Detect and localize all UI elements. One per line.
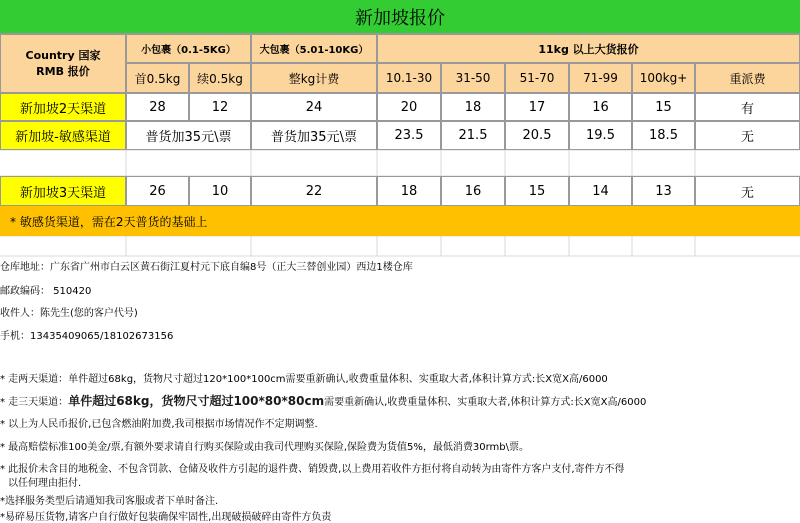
- header-first-weight: 首0.5kg: [126, 63, 189, 93]
- row-range-price: 23.5: [377, 121, 441, 150]
- page-title: 新加坡报价: [0, 0, 800, 34]
- sensitive-channel-note: * 敏感货渠道，需在2天普货的基础上: [0, 206, 800, 236]
- row-range-price: 20.5: [505, 121, 569, 150]
- row-channel-name: 新加坡3天渠道: [0, 176, 126, 206]
- header-range: 51-70: [505, 63, 569, 93]
- note-duties-cont: 以任何理由拒付.: [8, 478, 82, 489]
- note-insurance: * 最高赔偿标准100美金/票,有额外要求请自行购买保险或由我司代理购买保险,保险费为货值5%，最低消费30rmb\票。: [0, 442, 529, 453]
- note-fragile: *易碎易压货物,请客户自行做好包装确保牢固性,出现破损破碎由寄件方负责: [0, 512, 332, 523]
- row-big-surcharge: 普货加35元\票: [251, 121, 377, 150]
- row-whole-price: 22: [251, 176, 377, 206]
- header-next-weight: 续0.5kg: [189, 63, 251, 93]
- row-range-price: 13: [632, 176, 695, 206]
- header-country-cell: [0, 34, 126, 93]
- note-two-day: * 走两天渠道：单件超过68kg，货物尺寸超过120*100*100cm需要重新确认,收费重量体积、实重取大者,体积计算方式:长X宽X高/6000: [0, 374, 608, 385]
- header-small-package: 小包裹（0.1-5KG）: [126, 34, 251, 63]
- row-range-price: 16: [569, 93, 632, 121]
- header-whole-kg: 整kg计费: [251, 63, 377, 93]
- note-three-day: [0, 392, 646, 409]
- header-country: Country 国家: [25, 48, 101, 62]
- row-range-price: 18: [377, 176, 441, 206]
- row-small-surcharge: 普货加35元\票: [126, 121, 251, 150]
- row-range-price: 19.5: [569, 121, 632, 150]
- row-channel-name: 新加坡2天渠道: [0, 93, 126, 121]
- row-range-price: 18.5: [632, 121, 695, 150]
- row-range-price: 15: [632, 93, 695, 121]
- note-three-day-bold: 单件超过68kg，货物尺寸超过100*80*80cm: [68, 394, 325, 408]
- header-range: 31-50: [441, 63, 505, 93]
- header-range: 100kg+: [632, 63, 695, 93]
- note-three-day-prefix: * 走三天渠道：: [0, 397, 69, 408]
- row-range-price: 16: [441, 176, 505, 206]
- row-range-price: 14: [569, 176, 632, 206]
- row-reweigh: 无: [695, 121, 800, 150]
- postcode: 邮政编码： 510420: [0, 286, 92, 297]
- row-next-price: 10: [189, 176, 251, 206]
- row-next-price: 12: [189, 93, 251, 121]
- row-range-price: 17: [505, 93, 569, 121]
- row-first-price: 26: [126, 176, 189, 206]
- header-reweigh-fee: 重派费: [695, 63, 800, 93]
- row-range-price: 21.5: [441, 121, 505, 150]
- receiver: 收件人：陈先生(您的客户代号): [0, 308, 138, 319]
- row-channel-name: 新加坡-敏感渠道: [0, 121, 126, 150]
- header-range: 71-99: [569, 63, 632, 93]
- warehouse-address: 仓库地址：广东省广州市白云区黄石街江夏村元下底自编8号（正大三替创业园）西边1楼仓库: [0, 262, 413, 273]
- row-reweigh: 有: [695, 93, 800, 121]
- row-first-price: 28: [126, 93, 189, 121]
- header-rmb: RMB 报价: [36, 64, 90, 78]
- note-rmb: * 以上为人民币报价,已包含燃油附加费,我司根据市场情况作不定期调整.: [0, 419, 318, 430]
- phone: 手机：13435409065/18102673156: [0, 331, 174, 342]
- row-range-price: 15: [505, 176, 569, 206]
- row-whole-price: 24: [251, 93, 377, 121]
- row-reweigh: 无: [695, 176, 800, 206]
- header-big-package: 大包裹（5.01-10KG）: [251, 34, 377, 63]
- row-range-price: 18: [441, 93, 505, 121]
- header-large-goods: 11kg 以上大货报价: [377, 34, 800, 63]
- note-duties: * 此报价未含目的地税金、不包含罚款、仓储及收件方引起的退件费、销毁费,以上费用若收件方拒付将自动转为由寄件方客户支付,寄件方不得: [0, 464, 625, 475]
- note-service: *选择服务类型后请通知我司客服或者下单时备注.: [0, 496, 219, 507]
- note-three-day-suffix: 需要重新确认,收费重量体积、实重取大者,体积计算方式:长X宽X高/6000: [324, 397, 647, 408]
- header-range: 10.1-30: [377, 63, 441, 93]
- row-range-price: 20: [377, 93, 441, 121]
